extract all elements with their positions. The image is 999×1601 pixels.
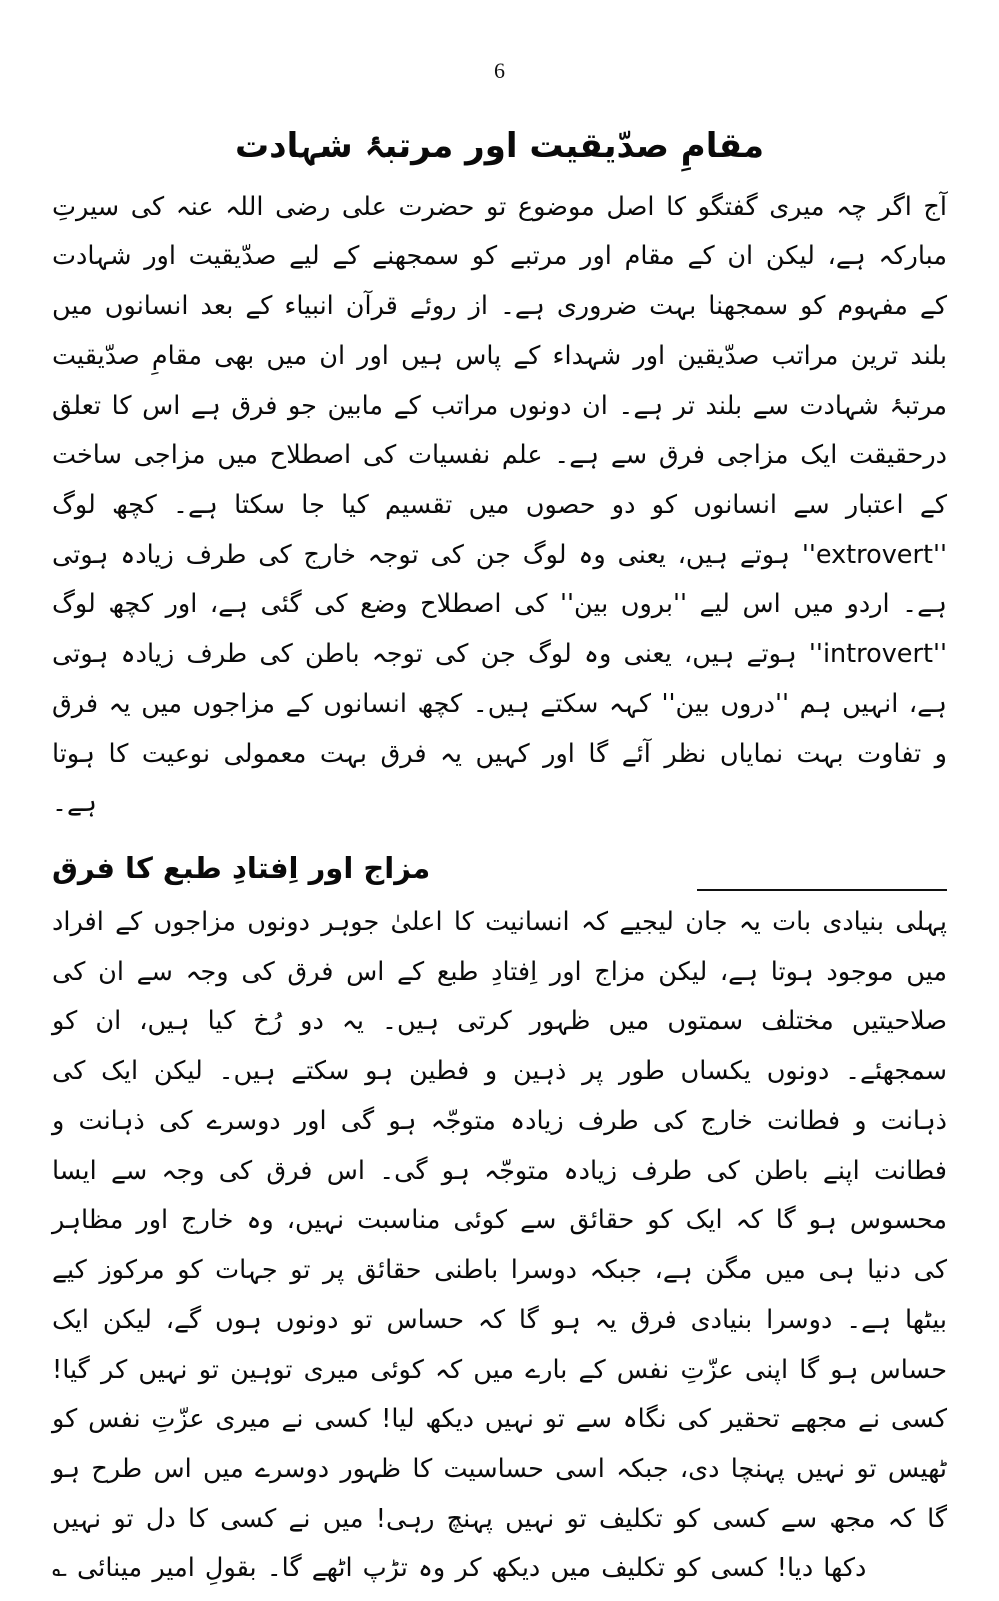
section-heading-label: مزاج اور اِفتادِ طبع کا فرق (52, 851, 431, 886)
page-content (52, 120, 947, 1596)
page-title: مقامِ صدّیقیت اور مرتبۂ شہادت (234, 126, 765, 166)
body-paragraph-2: پہلی بنیادی بات یہ جان لیجیے کہ انسانیت کا اعلیٰ جوہر دونوں مزاجوں کے افراد میں موجود ہوتا ہے، لیکن مزاج اور اِفتادِ طبع کے اس فرق کی وجہ سے ان کی صلاحیتیں مختلف سمتوں میں ظہور کرتی ہیں۔ یہ دو رُخ کیا ہیں، ان کو سمجھئے۔ دونوں یکساں طور پر ذہین و فطین ہو سکتے ہیں۔ لیکن ایک کی ذہانت و فطانت خارج کی طرف زیادہ متوجّہ ہو گی اور دوسرے کی ذہانت و فطانت اپنے باطن کی طرف زیادہ متوجّہ ہو گی۔ اس فرق کی وجہ سے ایسا محسوس ہو گا کہ ایک کو حقائق سے کوئی مناسبت نہیں، وہ خارج اور مظاہر کی دنیا ہی میں مگن ہے، جبکہ دوسرا باطنی حقائق پر تو جہات کو مرکوز کیے بیٹھا ہے۔ دوسرا بنیادی فرق یہ ہو گا کہ حساس تو دونوں ہوں گے، لیکن ایک حساس ہو گا اپنی عزّتِ نفس کے بارے میں کہ کوئی میری توہین تو نہیں کر گیا! کسی نے مجھے تحقیر کی نگاہ سے تو نہیں دیکھ لیا! کسی نے میری عزّتِ نفس کو ٹھیس تو نہیں پہنچا دی، جبکہ اسی حساسیت کا ظہور دوسرے میں اس طرح ہو گا کہ مجھ سے کسی کو تکلیف تو نہیں پہنچ رہی! میں نے کسی کا دل تو نہیں دکھا دیا! کسی کو تکلیف میں دیکھ کر وہ تڑپ اٹھے گا۔ بقولِ امیر مینائی ؎ (52, 907, 947, 1584)
section-heading (52, 851, 947, 894)
body-paragraph-1: آج اگر چہ میری گفتگو کا اصل موضوع تو حضرت علی رضی اللہ عنہ کی سیرتِ مبارکہ ہے، لیکن ان کے مقام اور مرتبے کو سمجھنے کے لیے صدّیقیت اور شہادت کے مفہوم کو سمجھنا بہت ضروری ہے۔ از روئے قرآن انبیاء کے بعد انسانوں میں بلند ترین مراتب صدّیقین اور شہداء کے پاس ہیں اور ان میں بھی مقامِ صدّیقیت مرتبۂ شہادت سے بلند تر ہے۔ ان دونوں مراتب کے مابین جو فرق ہے اس کا تعلق درحقیقت ایک مزاجی فرق سے ہے۔ علم نفسیات کی اصطلاح میں مزاجی ساخت کے اعتبار سے انسانوں کو دو حصوں میں تقسیم کیا جا سکتا ہے۔ کچھ لوگ ''extrovert'' ہوتے ہیں، یعنی وہ لوگ جن کی توجہ خارج کی طرف زیادہ ہوتی ہے۔ اردو میں اس لیے ''بروں بین'' کی اصطلاح وضع کی گئی ہے، اور کچھ لوگ ''introvert'' ہوتے ہیں، یعنی وہ لوگ جن کی توجہ باطن کی طرف زیادہ ہوتی ہے، انہیں ہم ''دروں بین'' کہہ سکتے ہیں۔ کچھ انسانوں کے مزاجوں میں یہ فرق و تفاوت بہت نمایاں نظر آئے گا اور کہیں یہ فرق بہت معمولی نوعیت کا ہوتا ہے۔ (52, 191, 947, 819)
heading-underline (697, 889, 947, 891)
page-number: 6 (494, 58, 505, 83)
